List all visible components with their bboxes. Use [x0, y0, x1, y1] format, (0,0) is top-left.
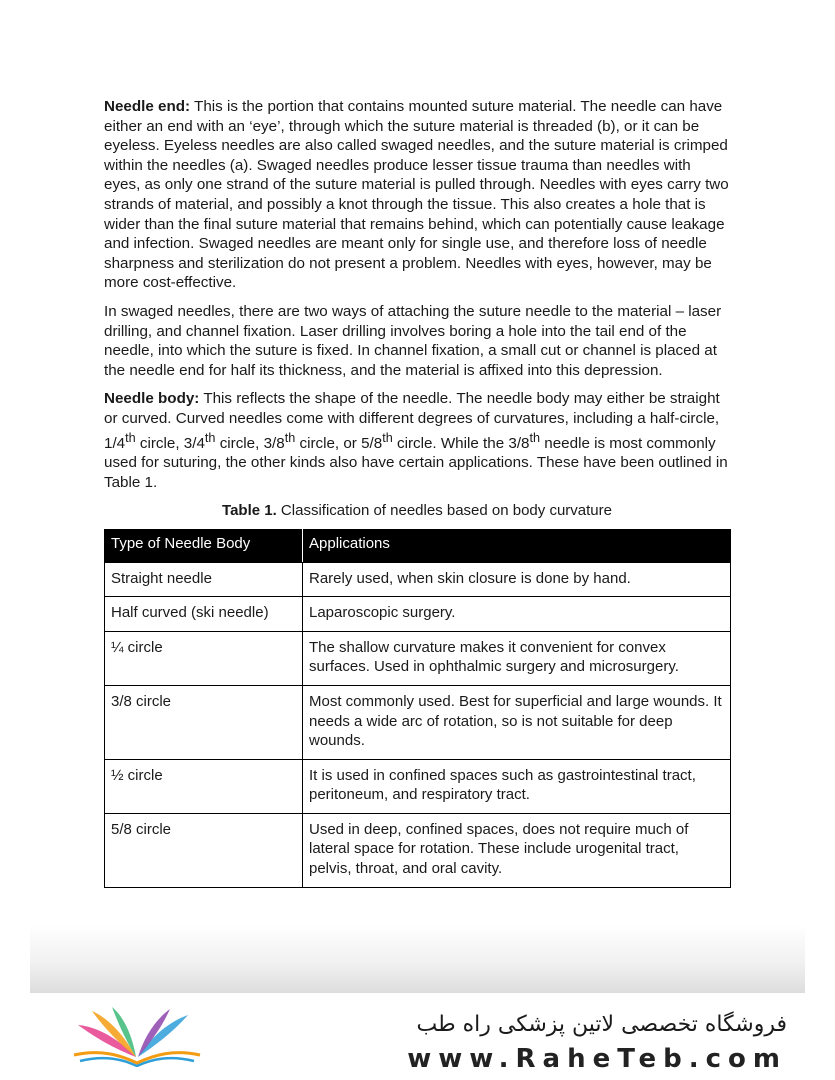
table-caption-label: Table 1.	[222, 502, 277, 520]
cell-type: ½ circle	[105, 759, 303, 813]
header-applications: Applications	[303, 529, 731, 562]
cell-type: Half curved (ski needle)	[105, 597, 303, 632]
sup: th	[204, 430, 216, 445]
header-type: Type of Needle Body	[105, 529, 303, 562]
table-row	[105, 685, 731, 759]
needle-body-text-a: This reflects the shape of the needle. The needle body may either be straight or curved. Curved needles come with different degrees of curvatures, including a half-circle, 1/4	[104, 390, 720, 452]
needle-body-text-e: circle. While the 3/8	[392, 434, 530, 452]
cell-type: ¼ circle	[105, 631, 303, 685]
needle-classification-table	[104, 529, 731, 888]
sup: th	[382, 430, 393, 445]
sup: th	[284, 430, 296, 445]
cell-application: It is used in confined spaces such as gastrointestinal tract, peritoneum, and respiratory tract.	[303, 759, 731, 813]
table-row	[105, 597, 731, 632]
needle-body-text-f: needle is most commonly used for suturing, the other kinds also have certain applications. These have been outlined in Table 1.	[104, 434, 728, 491]
needle-end-text: This is the portion that contains mounted suture material. The needle can have either an end with an ‘eye’, through which the suture material is threaded (b), or it can be eyeless. Eyeless needles are also called swaged needles, and the suture material is crimped within the needles (a). Swaged needles produce lesser tissue trauma than needles with eyes, as only one strand of the suture material is pulled through. Needles with eyes carry two strands of material, and possibly a knot through the tissue. This also creates a hole that is wider than the final suture material that remains behind, which can potentially cause leakage and infection. Swaged needles are meant only for single use, and therefore loss of needle sharpness and sterilization do not present a problem. Needles with eyes, however, may be more cost-effective.	[104, 98, 729, 292]
paragraph-swaged	[104, 302, 730, 380]
cell-type: 3/8 circle	[105, 685, 303, 759]
needle-body-heading: Needle body:	[104, 390, 200, 408]
open-book-logo-icon	[70, 1005, 205, 1067]
cell-type: Straight needle	[105, 562, 303, 597]
table-row	[105, 759, 731, 813]
paragraph-needle-end	[104, 97, 730, 293]
needle-body-text-c: circle, 3/8	[215, 434, 285, 452]
brand-url[interactable]: www.RaheTeb.com	[407, 1044, 787, 1074]
needle-body-text-b: circle, 3/4	[135, 434, 205, 452]
sup: th	[125, 430, 136, 445]
cell-application: Most commonly used. Best for superficial and large wounds. It needs a wide arc of rotation, so is not suitable for deep wounds.	[303, 685, 731, 759]
sup: th	[529, 430, 541, 445]
table-header-row	[105, 529, 731, 562]
cell-type: 5/8 circle	[105, 813, 303, 887]
table-row	[105, 631, 731, 685]
cell-application: Rarely used, when skin closure is done by hand.	[303, 562, 731, 597]
document-body	[104, 97, 730, 888]
table-caption-text: Classification of needles based on body curvature	[276, 502, 612, 520]
page-bottom-shadow	[30, 925, 805, 993]
table-row	[105, 562, 731, 597]
cell-application: The shallow curvature makes it convenient for convex surfaces. Used in ophthalmic surgery and microsurgery.	[303, 631, 731, 685]
needle-body-text-d: circle, or 5/8	[295, 434, 383, 452]
table-row	[105, 813, 731, 887]
needle-end-heading: Needle end:	[104, 98, 191, 115]
swaged-text: In swaged needles, there are two ways of attaching the suture needle to the material – laser drilling, and channel fixation. Laser drilling involves boring a hole into the tail end of the needle, into which the suture is fixed. In channel fixation, a small cut or channel is placed at the needle end for half its thickness, and the material is affixed into this depression.	[104, 302, 722, 379]
paragraph-needle-body	[104, 389, 730, 492]
table-caption	[104, 501, 730, 521]
brand-name-persian: فروشگاه تخصصی لاتین پزشکی راه طب	[416, 1012, 787, 1037]
cell-application: Laparoscopic surgery.	[303, 597, 731, 632]
cell-application: Used in deep, confined spaces, does not require much of lateral space for rotation. These include urogenital tract, pelvis, throat, and oral cavity.	[303, 813, 731, 887]
